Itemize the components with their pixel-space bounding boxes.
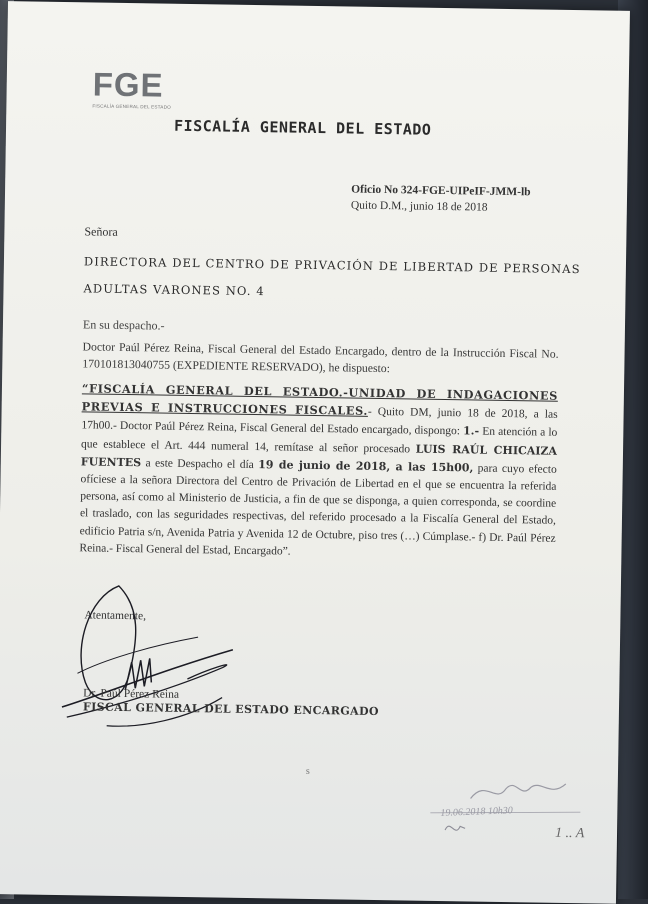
- resolution-text-2: En atención a lo que establece el Art. 444 numeral 14, remítase al señor procesado: [80, 425, 558, 456]
- signer-name: Dr. Paúl Pérez Reina: [83, 687, 180, 701]
- appointment-date: 19 de junio de 2018, a las 15h00,: [258, 457, 474, 475]
- signer-title: FISCAL GENERAL DEL ESTADO ENCARGADO: [82, 700, 380, 719]
- salutation: Señora: [84, 224, 118, 239]
- oficio-place-date: Quito D.M., junio 18 de 2018: [350, 199, 488, 214]
- institution-title: FISCALÍA GENERAL DEL ESTADO: [173, 116, 432, 139]
- resolution-text-3: a este Despacho el día: [141, 457, 259, 471]
- resolution-numeral: 1.-: [462, 424, 480, 438]
- handwritten-date: 19.06.2018 10h30: [440, 805, 514, 819]
- resolution-paragraph: [79, 380, 558, 564]
- resolution-heading: “FISCALÍA GENERAL DEL ESTADO.-UNIDAD DE INDAGACIONES PREVIAS E INSTRUCCIONES FISCALES.: [81, 381, 559, 419]
- resolution-text-4: para cuyo efecto ofíciese a la señora Directora del Centro de Privación de Libertad en el que se encuentra la referida persona, así como al Ministerio de Justicia, a fin de que se disponga, a quien corresponda, se coordine el traslado, con las seguridades respectivas, del referido procesado a la Fiscalía General del Estado, edificio Patria s/n, Avenida Patria y Avenida 12 de Octubre, piso tres (…) Cúmplase.- f) Dr. Paúl Pérez Reina.- Fiscal General del Estad, Encargado”.: [79, 462, 557, 558]
- center-mark: s: [305, 765, 310, 777]
- recipient-line-2: ADULTAS VARONES NO. 4: [83, 281, 265, 299]
- document-page: [0, 1, 630, 904]
- accused-name: LUIS RAÚL CHICAIZA FUENTES: [80, 442, 558, 470]
- fge-logo: FGE: [92, 65, 164, 104]
- fge-logo-subtext: FISCALÍA GENERAL DEL ESTADO: [92, 103, 171, 110]
- closing: Atentamente,: [84, 609, 147, 623]
- handwritten-page-mark: 1 .. A: [554, 825, 585, 842]
- oficio-number: Oficio No 324-FGE-UIPeIF-JMM-lb: [351, 183, 531, 199]
- recipient-line-1: DIRECTORA DEL CENTRO DE PRIVACIÓN DE LIBERTAD DE PERSONAS: [83, 254, 581, 277]
- despacho-line: En su despacho.-: [82, 317, 165, 333]
- resolution-text-1: - Quito DM, junio 18 de 2018, a las 17h00.- Doctor Paúl Pérez Reina, Fiscal General del Estado encargado, dispongo:: [81, 406, 558, 438]
- intro-paragraph: Doctor Paúl Pérez Reina, Fiscal General del Estado Encargado, dentro de la Instrucción Fiscal No. 170101813040755 (EXPEDIENTE RESERVADO), he dispuesto:: [82, 340, 559, 376]
